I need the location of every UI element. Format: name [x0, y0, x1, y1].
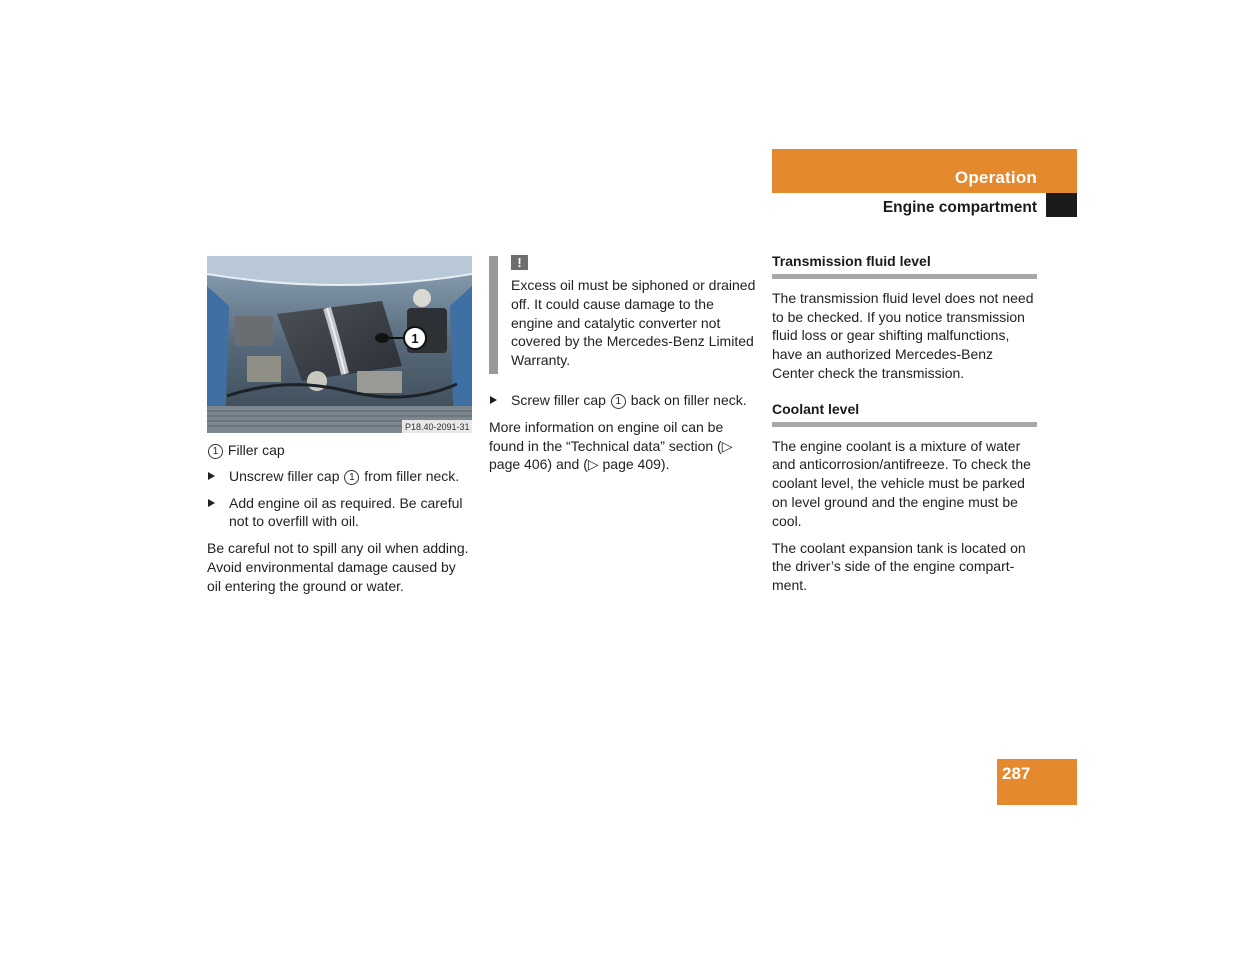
subsection-title: Engine compartment	[882, 199, 1037, 216]
header-marker	[1046, 193, 1077, 217]
section-header-band	[772, 149, 1077, 193]
figure-code: P18.40-2091-31	[405, 422, 470, 432]
engine-photo	[207, 256, 472, 433]
environment-note: Be careful not to spill any oil when adding. Avoid environmental damage caused by oil entering the ground or water.	[207, 540, 469, 594]
coolant-text-2: The coolant expansion tank is located on the driver’s side of the engine compart-ment.	[772, 539, 1026, 594]
bullet-triangle-icon	[208, 472, 215, 480]
legend-text: Filler cap	[227, 442, 285, 458]
step-text-end: back on filler neck.	[630, 392, 747, 408]
step-number: 1	[611, 394, 626, 409]
coolant-text-1: The engine coolant is a mixture of water and anticorrosion/antifreeze. To check the coolant level, the vehicle must be parked on level ground and the engine must be cool.	[772, 437, 1031, 529]
transmission-heading: Transmission fluid level	[772, 253, 931, 269]
bullet-triangle-icon	[490, 396, 497, 404]
heading-rule	[772, 274, 1037, 279]
step-text: Unscrew filler cap	[229, 467, 340, 484]
left-column-text	[207, 441, 473, 596]
figure-callout: 1	[411, 331, 419, 346]
heading-rule	[772, 422, 1037, 427]
legend-number: 1	[208, 444, 223, 459]
step-text: Screw filler cap	[511, 392, 606, 408]
warning-text	[511, 276, 757, 370]
more-info: More information on engine oil can be found in the “Technical data” section (▷ page 406) and (▷ page 409).	[489, 418, 733, 473]
warning-paragraph: Excess oil must be siphoned or drained off. It could cause damage to the engine and catalytic converter not covered by the Mercedes-Benz Limited Warranty.	[511, 277, 756, 369]
section-title: Operation	[954, 168, 1037, 187]
warning-icon: !	[511, 255, 528, 270]
step-text: Add engine oil as required. Be careful not to overfill with oil.	[229, 494, 463, 530]
page-number-tab	[997, 759, 1077, 805]
step-unscrew	[207, 467, 473, 486]
step-text-end: from filler neck.	[364, 467, 460, 484]
page-number: 287	[1002, 764, 1031, 783]
step-screw-cap	[489, 391, 757, 410]
step-add-oil	[207, 494, 473, 532]
coolant-heading: Coolant level	[772, 400, 860, 417]
legend-item	[207, 441, 473, 460]
middle-column-text	[489, 391, 757, 474]
warning-bar	[489, 256, 498, 374]
transmission-text: The transmission fluid level does not need to be checked. If you notice transmission fluid loss or gear shifting malfunctions, have an authorized Mercedes-Benz Center check the transmission.	[772, 289, 1034, 381]
right-column-text	[772, 252, 1037, 595]
bullet-triangle-icon	[208, 499, 215, 507]
step-number: 1	[344, 470, 359, 485]
